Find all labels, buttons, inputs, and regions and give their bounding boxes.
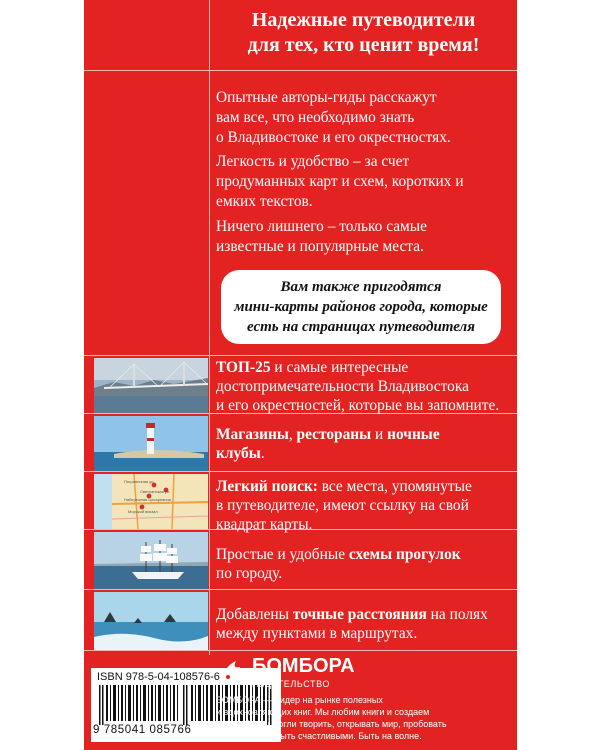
intro-paragraph: Легкость и удобство – за счет продуманных карт и схем, коротких и емких текстов. [216, 153, 464, 210]
publisher-subtitle: ИЗДАТЕЛЬСТВО [252, 679, 331, 689]
headline-line: для тех, кто ценит время! [247, 34, 480, 56]
feature-walk-schemes: Простые и удобные схемы прогулок по городу. [216, 546, 461, 582]
divider [84, 70, 517, 71]
divider [84, 650, 517, 651]
back-cover [84, 0, 517, 750]
intro-paragraph: Опытные авторы-гиды расскажут вам все, что необходимо знать о Владивостоке и его окрестностях. [216, 89, 451, 146]
sailing-ship-photo [94, 532, 208, 589]
winter-sea-photo [94, 592, 208, 650]
isbn-text: ISBN 978-5-04-108576-6 [97, 671, 220, 683]
intro-paragraph: Ничего лишнего – только самые известные и популярные места. [216, 218, 427, 255]
publisher-description: БОМБОРА — лидер на рынке полезных и вдохновляющих книг. Мы любим книги и создаем их, чтобы вы могли творить, открывать мир, пробовать новое, расти. Быть счастливыми. Быть на волне. [216, 695, 447, 741]
feature-shops: Магазины, рестораны и ночные клубы. [216, 426, 440, 462]
vertical-rule [209, 0, 210, 655]
map-label: Пограничная ул. [124, 479, 155, 484]
publisher-name: БОМБОРА [252, 655, 355, 677]
lighthouse-photo [94, 416, 208, 471]
map-label: Морской вокзал [128, 509, 158, 514]
headline [210, 8, 517, 58]
divider [84, 355, 517, 356]
feature-top25: ТОП-25 и самые интересные достопримечательности Владивостока и его окрестностей, которые вы запомните. [216, 359, 500, 414]
feature-distances: Добавлены точные расстояния на полях между пунктами в маршрутах. [216, 606, 488, 642]
map-label: Светланская ул. [140, 489, 171, 494]
bombora-logo-icon [216, 655, 250, 689]
feature-easy-search: Легкий поиск: все места, упомянутые в путеводителе, имеют ссылку на свой квадрат карты. [216, 478, 472, 533]
headline-line: Надежные путеводители [251, 9, 476, 31]
bridge-photo [94, 358, 208, 413]
barcode-digits: 9 785041 085766 [93, 724, 192, 736]
divider [84, 471, 517, 472]
map-label: Набережная Цесаревича [124, 497, 171, 502]
map-thumbnail [94, 474, 208, 529]
callout-box: Вам также пригодятся мини-карты районов города, которые есть на страницах путеводителя [221, 270, 501, 344]
divider [84, 589, 517, 590]
